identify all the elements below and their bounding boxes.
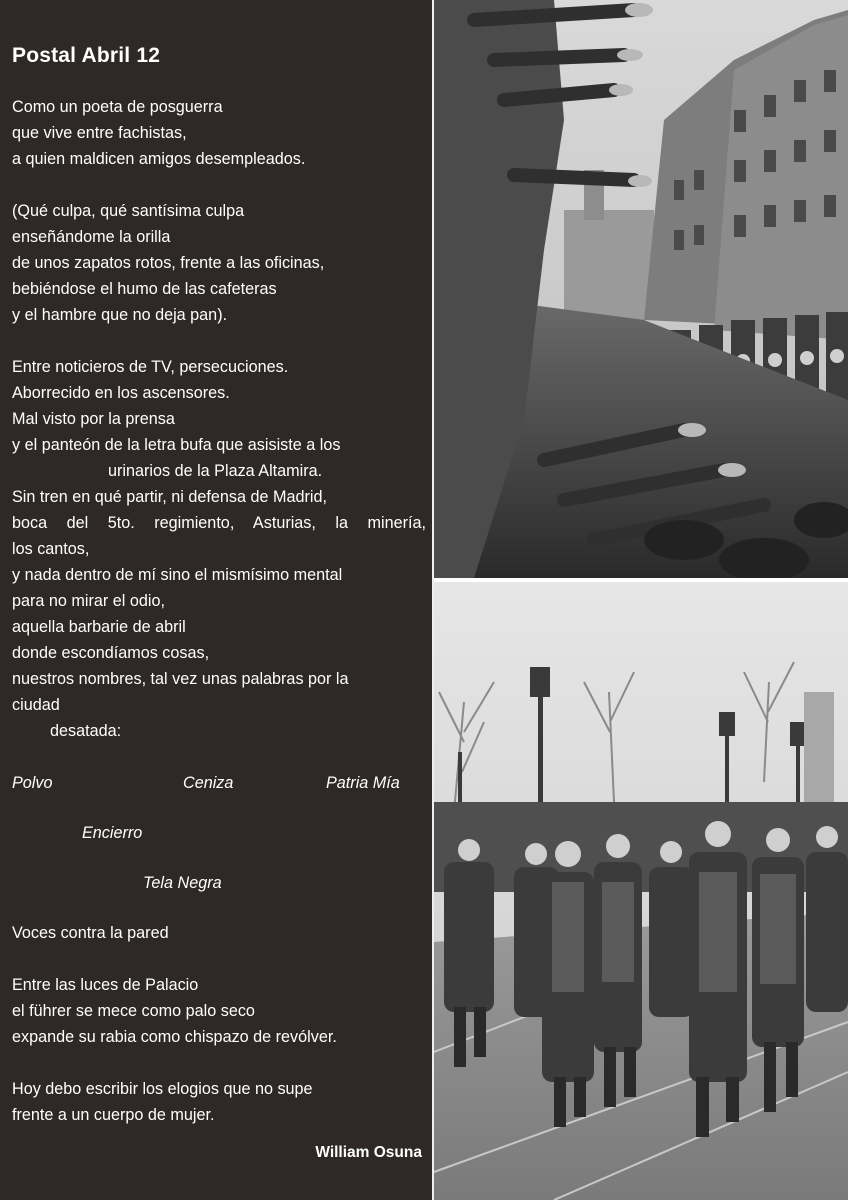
poem-line: desatada:	[50, 722, 122, 740]
poem-line: y el panteón de la letra bufa que asisiste a los	[12, 436, 341, 454]
poem-body	[12, 94, 426, 1128]
poem-line: Aborrecido en los ascensores.	[12, 384, 230, 402]
poem-line: enseñándome la orilla	[12, 228, 171, 246]
poem-line: frente a un cuerpo de mujer.	[12, 1106, 215, 1124]
word-encierro: Encierro	[82, 824, 143, 842]
author-signature: William Osuna	[315, 1144, 422, 1161]
poem-line: Mal visto por la prensa	[12, 410, 175, 428]
poem-line: boca del 5to. regimiento, Asturias, la minería,	[12, 514, 426, 532]
word-polvo: Polvo	[12, 774, 53, 792]
poem-line: y nada dentro de mí sino el mismísimo mental	[12, 566, 343, 584]
rally-street-photo	[434, 0, 848, 578]
words-row-2	[12, 820, 426, 846]
poem-line: los cantos,	[12, 540, 90, 558]
word-tela-negra: Tela Negra	[143, 874, 222, 892]
poem-line: a quien maldicen amigos desempleados.	[12, 150, 306, 168]
poem-line: para no mirar el odio,	[12, 592, 165, 610]
poem-title: Postal Abril 12	[12, 44, 161, 67]
poem-line: bebiéndose el humo de las cafeteras	[12, 280, 277, 298]
poem-line: aquella barbarie de abril	[12, 618, 186, 636]
poem-line: Entre las luces de Palacio	[12, 976, 199, 994]
poem-line: el führer se mece como palo seco	[12, 1002, 255, 1020]
poem-line: ciudad	[12, 696, 60, 714]
words-row-3	[12, 870, 426, 896]
poem-line: urinarios de la Plaza Altamira.	[108, 462, 323, 480]
poem-line: Sin tren en qué partir, ni defensa de Madrid,	[12, 488, 327, 506]
poem-line: expande su rabia como chispazo de revólver.	[12, 1028, 337, 1046]
poem-line: y el hambre que no deja pan).	[12, 306, 228, 324]
poem-line: Hoy debo escribir los elogios que no supe	[12, 1080, 313, 1098]
poem-line: Como un poeta de posguerra	[12, 98, 223, 116]
poem-line: (Qué culpa, qué santísima culpa	[12, 202, 245, 220]
march-photo	[434, 582, 848, 1200]
poem-line: que vive entre fachistas,	[12, 124, 187, 142]
poem-line: donde escondíamos cosas,	[12, 644, 210, 662]
poem-line: Entre noticieros de TV, persecuciones.	[12, 358, 289, 376]
word-ceniza: Ceniza	[183, 774, 234, 792]
word-patria: Patria Mía	[326, 774, 400, 792]
words-row-1	[12, 770, 426, 796]
poem-line: de unos zapatos rotos, frente a las oficinas,	[12, 254, 325, 272]
poem-line: nuestros nombres, tal vez unas palabras por la	[12, 670, 349, 688]
poem-line: Voces contra la pared	[12, 924, 169, 942]
